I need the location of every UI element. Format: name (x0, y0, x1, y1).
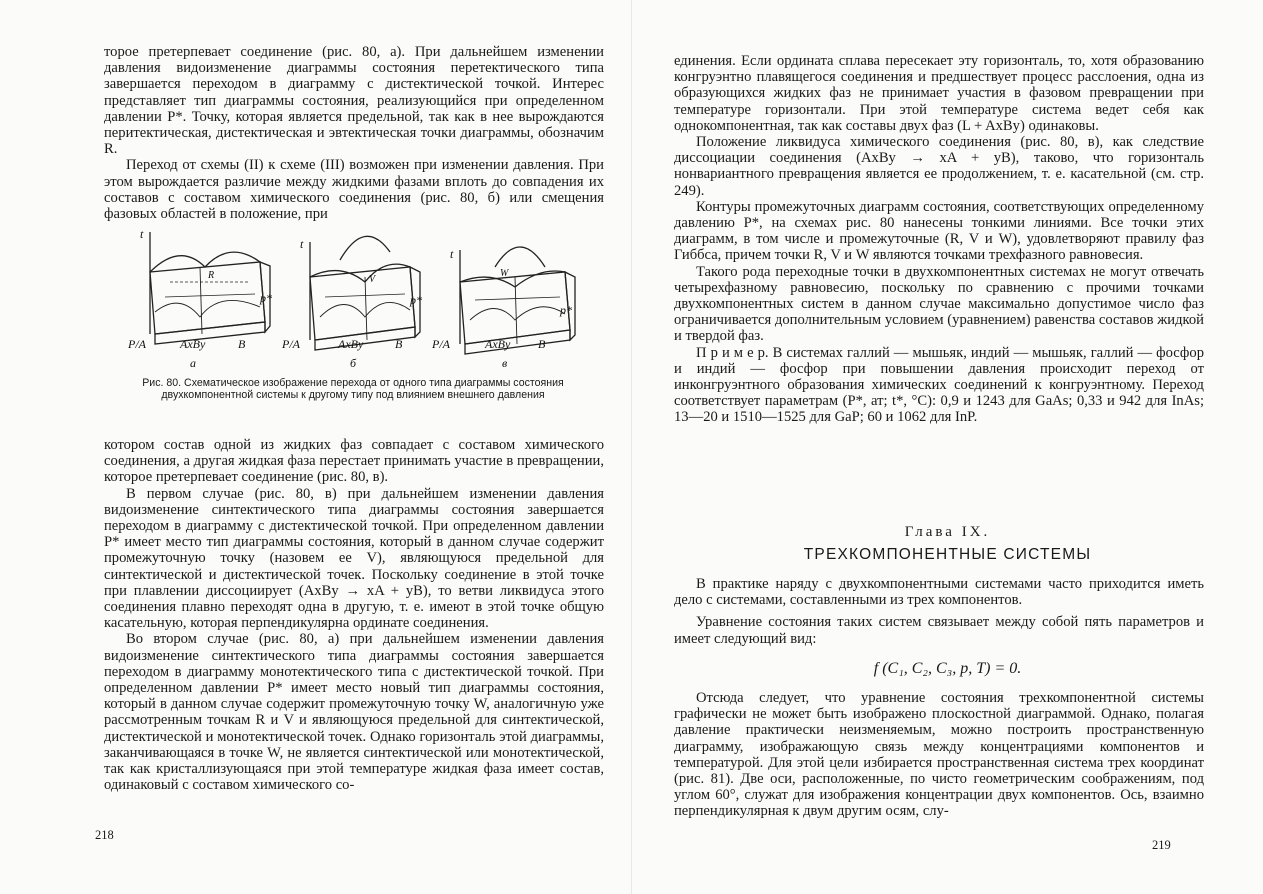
paragraph: торое претерпевает соединение (рис. 80, а). При дальнейшем изменении давления видоизменение диаграммы состояния перетектического типа завершается переходом в диаграмму с дистектической точкой. Интерес представляет тип диаграммы состояния, реализующийся при определенном давлении P*. Точку, которая является предельной, так как в нее вырождаются перитектическая, дистектическая и эвтектическая точки диаграммы, обозначим R. (104, 44, 604, 158)
label-b-v: B (538, 337, 546, 351)
left-text-bottom (104, 437, 604, 793)
p-star-b: p* (410, 293, 422, 307)
label-axby-v: AxBy (485, 337, 511, 351)
paragraph: В первом случае (рис. 80, в) при дальнейшем изменении давления видоизменение синтектического типа диаграммы состояния завершается переходом в диаграмму с дистектической точкой. При определенном давлении P* имеет место тип диаграммы состояния, который в данном случае содержит промежуточную точку (назовем ее V), являющуюся предельной для синтектической и дистектической точек. Поскольку соединение в этой точке при плавлении диссоциирует (AxBy → xA + yB), то ветви ликвидуса этого соединения плавно переходят одна в другую, т. е. имеют в этой точке общую касательную, которая перпендикулярна ординате соединения. (104, 485, 604, 632)
label-axby-b: AxBy (338, 337, 364, 351)
axis-t-b: t (300, 237, 304, 251)
right-text-bottom (674, 690, 1204, 820)
diagram-a (150, 232, 270, 344)
right-page (632, 0, 1263, 894)
chapter-title: ТРЕХКОМПОНЕНТНЫЕ СИСТЕМЫ (803, 546, 1092, 563)
paragraph: Контуры промежуточных диаграмм состояния, соответствующих определенному давлению P*, на схемах рис. 80 нанесены тонкими линиями. Все точки этих диаграмм, в том числе и промежуточные (R, V и W), удовлетворяют правилу фаз Гиббса, причем точки R, V и W являются точками трехфазного равновесия. (674, 198, 1204, 264)
p-star-a: p* (260, 291, 272, 305)
sub-v: в (502, 356, 508, 370)
page-number-right: 219 (1152, 838, 1171, 852)
axis-t-a: t (140, 227, 144, 241)
phase-diagram-figure (110, 222, 595, 382)
label-pa-a: P/A (128, 337, 146, 351)
label-pa-b: P/A (282, 337, 300, 351)
left-text-top (104, 44, 604, 222)
paragraph: единения. Если ордината сплава пересекает эту горизонталь, то, хотя образованию конгруэнтно плавящегося соединения и предшествует процесс расслоения, одна из образующихся жидких фаз не принимает участия в фазовом превращении при температуре горизонтали. При этой температуре система ведет себя как однокомпонентная, так как составы двух фаз (L + AxBy) одинаковы. (674, 53, 1204, 134)
label-pa-v: P/A (432, 337, 450, 351)
label-b-a: B (238, 337, 246, 351)
diagram-v (460, 247, 575, 354)
point-w: W (500, 268, 509, 279)
figure-caption: Рис. 80. Схематическое изображение перехода от одного типа диаграммы состояния двухкомпонентной системы к другому типу под влиянием внешнего давления (142, 377, 564, 402)
paragraph: Переход от схемы (II) к схеме (III) возможен при изменении давления. При этом вырождается различие между жидкими фазами вплоть до совпадения их составов с составом химического соединения (рис. 80, б) или смещения фазовых областей в положение, при (104, 157, 604, 223)
paragraph: В практике наряду с двухкомпонентными системами часто приходится иметь дело с системами, составленными из трех компонентов. (674, 576, 1204, 609)
paragraph: П р и м е р. В системах галлий — мышьяк, индий — мышьяк, галлий — фосфор и индий — фосфор при повышении давления происходит переход от инконгруэнтного образования химических соединений к конгруэнтному. Переход соответствует параметрам (P*, ат; t*, °C): 0,9 и 1243 для GaAs; 0,33 и 942 для InAs; 13—20 и 1510—1525 для GaP; 60 и 1062 для InP. (674, 344, 1204, 426)
label-b-b: B (395, 337, 403, 351)
point-v: V (369, 274, 376, 285)
diagram-b (310, 236, 420, 350)
state-equation: f (C₁, C₂, C₃, p, T) = 0. (873, 660, 1022, 677)
axis-t-v: t (450, 247, 454, 261)
paragraph: Отсюда следует, что уравнение состояния трехкомпонентной системы графически не может быть изображено плоскостной диаграммой. Однако, полагая давление практически неизменяемым, можно построить пространственную диаграмму, изображающую связь между концентрациями компонентов и температурой. Для этой цели избирается пространственная система трех координат (рис. 81). Две оси, расположенные, по чисто геометрическим соображениям, под углом 60°, служат для изображения концентрации двух компонентов. Ось, взаимно перпендикулярная к двум другим осям, слу- (674, 690, 1204, 820)
paragraph: Положение ликвидуса химического соединения (рис. 80, в), как следствие диссоциации соединения (AxBy → xA + yB), таково, что горизонталь нонвариантного превращения является ее продолжением, т. е. касательной (см. стр. 249). (674, 134, 1204, 199)
paragraph: Во втором случае (рис. 80, а) при дальнейшем изменении давления видоизменение синтектического типа диаграммы состояния завершается переходом в диаграмму монотектического типа с дистектической точкой. При определенном давлении P* имеет место новый тип диаграммы состояния, который в данном случае содержит промежуточную точку W, аналогичную уже рассмотренным точкам R и V и являющуюся предельной для синтектической, дистектической и монотектической точек. Однако горизонталь этой диаграммы, заканчивающаяся в точке W, не является синтектической или монотектической, так как кристаллизующаяся при этой температуре жидкая фаза имеет состав, одинаковый с составом химического со- (104, 631, 604, 794)
left-page (0, 0, 631, 894)
chapter-label: Глава IX. (904, 524, 991, 540)
right-text-top (674, 53, 1204, 426)
point-r: R (208, 270, 215, 281)
right-text-mid (674, 576, 1204, 647)
figure-80 (110, 222, 595, 382)
sub-b: б (350, 356, 357, 370)
paragraph: Такого рода переходные точки в двухкомпонентных системах не могут отвечать четырехфазному равновесию, поскольку по сравнению с прочими точками двухкомпонентных систем в данном случае максимально допустимое число фаз ограничивается дополнительным условием (уравнением) равенства составов жидкой и твердой фаз. (674, 263, 1204, 345)
p-star-v: p* (560, 303, 572, 317)
label-axby-a: AxBy (180, 337, 206, 351)
paragraph: котором состав одной из жидких фаз совпадает с составом химического соединения, а другая жидкая фаза перестает принимать участие в превращении, которое претерпевает соединение (рис. 80, в). (104, 437, 604, 486)
sub-a: а (190, 356, 196, 370)
paragraph: Уравнение состояния таких систем связывает между собой пять параметров и имеет следующий вид: (674, 614, 1204, 647)
page-number-left: 218 (95, 828, 114, 842)
